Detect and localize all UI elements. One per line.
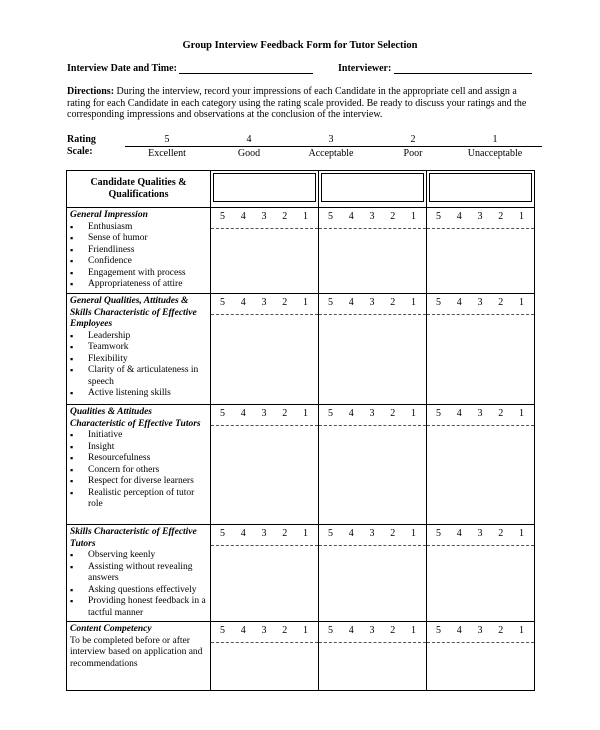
candidate-3-header[interactable]	[427, 171, 535, 208]
criteria-item: ▪ Realistic perception of tutor role	[70, 488, 207, 511]
score-option-2[interactable]: 2	[390, 408, 396, 419]
table-header-row	[67, 171, 535, 208]
section-title: Content Competency	[70, 624, 152, 634]
score-option-3[interactable]: 3	[369, 625, 375, 636]
score-options	[211, 622, 318, 638]
score-option-5[interactable]: 5	[328, 528, 333, 539]
score-option-2[interactable]: 2	[390, 297, 396, 308]
criteria-item: ▪ Insight	[70, 442, 207, 454]
score-options	[427, 525, 534, 541]
candidate-1-header[interactable]	[211, 171, 319, 208]
score-option-2[interactable]: 2	[282, 408, 288, 419]
score-option-5[interactable]: 5	[436, 528, 441, 539]
section-title: General Qualities, Attitudes & Skills Characteristic of Effective Employees	[70, 296, 197, 329]
rating-value-4: 4	[246, 134, 252, 145]
criteria-item: ▪ Clarity of & articulateness in speech	[70, 365, 207, 388]
criteria-cell	[67, 525, 211, 622]
score-option-3[interactable]: 3	[477, 625, 483, 636]
score-options	[427, 622, 534, 638]
criteria-item: ▪ Providing honest feedback in a tactful manner	[70, 596, 207, 619]
score-options	[319, 622, 426, 638]
score-option-4[interactable]: 4	[348, 297, 354, 308]
score-option-2[interactable]: 2	[498, 528, 504, 539]
score-option-2[interactable]: 2	[498, 408, 504, 419]
criteria-item: ▪ Resourcefulness	[70, 453, 207, 465]
score-option-1[interactable]: 1	[303, 297, 308, 308]
criteria-header-line2: Qualifications	[108, 189, 169, 200]
score-option-1[interactable]: 1	[411, 211, 416, 222]
rating-label-4: Good	[237, 148, 261, 159]
criteria-list	[70, 331, 207, 400]
candidate-3-notes-cell[interactable]	[427, 622, 535, 691]
criteria-item: ▪ Sense of humor	[70, 233, 207, 245]
directions-text: During the interview, record your impressions of each Candidate in the appropriate cell and assign a rating for each Candidate in each category using the rating scale provided. Be ready to discuss your ratings and the corresponding impressions and observations at the conclusion of the interview.	[67, 86, 527, 120]
dashed-divider	[211, 545, 318, 546]
score-option-3[interactable]: 3	[261, 528, 267, 539]
score-option-2[interactable]: 2	[390, 211, 396, 222]
interviewer-blank[interactable]	[394, 63, 532, 74]
score-option-1[interactable]: 1	[303, 625, 308, 636]
criteria-item: ▪ Respect for diverse learners	[70, 476, 207, 488]
candidate-2-notes-cell[interactable]	[319, 405, 427, 525]
score-options	[427, 405, 534, 421]
score-option-5[interactable]: 5	[436, 211, 441, 222]
score-option-2[interactable]: 2	[498, 297, 504, 308]
score-option-4[interactable]: 4	[348, 625, 354, 636]
score-option-1[interactable]: 1	[303, 408, 308, 419]
candidate-1-notes-cell[interactable]	[211, 405, 319, 525]
score-option-5[interactable]: 5	[328, 625, 333, 636]
score-option-3[interactable]: 3	[369, 297, 375, 308]
score-option-5[interactable]: 5	[220, 625, 225, 636]
score-option-3[interactable]: 3	[261, 297, 267, 308]
interview-date-field[interactable]	[67, 63, 313, 74]
candidate-1-notes-cell[interactable]	[211, 525, 319, 622]
score-options	[319, 405, 426, 421]
score-option-2[interactable]: 2	[282, 297, 288, 308]
dashed-divider	[427, 228, 534, 229]
score-option-1[interactable]: 1	[519, 211, 524, 222]
score-option-4[interactable]: 4	[240, 297, 246, 308]
score-options	[427, 294, 534, 310]
score-option-5[interactable]: 5	[328, 408, 333, 419]
section-description: To be completed before or after interview based on application and recommendations	[70, 635, 203, 669]
score-options	[319, 208, 426, 224]
dashed-divider	[211, 314, 318, 315]
score-option-5[interactable]: 5	[328, 297, 333, 308]
criteria-item: ▪ Engagement with process	[70, 268, 207, 280]
score-option-4[interactable]: 4	[240, 625, 246, 636]
score-option-1[interactable]: 1	[303, 211, 308, 222]
dashed-divider	[427, 642, 534, 643]
interviewer-field[interactable]	[338, 63, 532, 74]
interview-date-blank[interactable]	[179, 63, 313, 74]
score-option-1[interactable]: 1	[411, 625, 416, 636]
score-option-2[interactable]: 2	[282, 528, 288, 539]
candidate-2-notes-cell[interactable]	[319, 294, 427, 405]
evaluation-table	[66, 170, 535, 691]
criteria-header-line1: Candidate Qualities &	[90, 177, 187, 188]
criteria-list	[70, 430, 207, 511]
score-options	[211, 525, 318, 541]
rating-label-2: Poor	[403, 148, 423, 159]
section-title: Qualities & Attitudes Characteristic of Effective Tutors	[70, 407, 201, 429]
score-option-4[interactable]: 4	[456, 528, 462, 539]
criteria-cell	[67, 294, 211, 405]
section-title: Skills Characteristic of Effective Tutors	[70, 527, 197, 549]
rating-label-1: Unacceptable	[467, 148, 523, 159]
candidate-2-notes-cell[interactable]	[319, 208, 427, 294]
score-option-1[interactable]: 1	[519, 297, 524, 308]
candidate-3-notes-cell[interactable]	[427, 405, 535, 525]
score-option-5[interactable]: 5	[436, 297, 441, 308]
score-option-3[interactable]: 3	[261, 625, 267, 636]
criteria-header	[67, 171, 211, 208]
candidate-3-notes-cell[interactable]	[427, 525, 535, 622]
criteria-cell	[67, 405, 211, 525]
candidate-1-notes-cell[interactable]	[211, 622, 319, 691]
score-option-3[interactable]: 3	[261, 408, 267, 419]
score-option-5[interactable]: 5	[328, 211, 333, 222]
score-option-2[interactable]: 2	[282, 211, 288, 222]
score-option-4[interactable]: 4	[456, 297, 462, 308]
rating-value-5: 5	[164, 134, 170, 145]
dashed-divider	[211, 642, 318, 643]
score-options	[211, 294, 318, 310]
dashed-divider	[319, 228, 426, 229]
criteria-cell	[67, 208, 211, 294]
directions	[67, 86, 542, 121]
score-option-3[interactable]: 3	[369, 211, 375, 222]
score-option-5[interactable]: 5	[220, 211, 225, 222]
criteria-item: ▪ Leadership	[70, 331, 207, 343]
score-option-5[interactable]: 5	[436, 408, 441, 419]
score-option-4[interactable]: 4	[348, 528, 354, 539]
score-option-2[interactable]: 2	[390, 528, 396, 539]
score-option-1[interactable]: 1	[303, 528, 308, 539]
candidate-2-notes-cell[interactable]	[319, 525, 427, 622]
score-option-3[interactable]: 3	[477, 211, 483, 222]
criteria-item: ▪ Assisting without revealing answers	[70, 562, 207, 585]
criteria-list	[70, 222, 207, 291]
criteria-item: ▪ Flexibility	[70, 354, 207, 366]
candidate-3-notes-cell[interactable]	[427, 294, 535, 405]
directions-label: Directions:	[67, 86, 115, 97]
criteria-item: ▪ Confidence	[70, 256, 207, 268]
criteria-section-row	[67, 405, 535, 525]
criteria-item: ▪ Observing keenly	[70, 550, 207, 562]
candidate-2-header[interactable]	[319, 171, 427, 208]
score-option-4[interactable]: 4	[348, 211, 354, 222]
score-option-4[interactable]: 4	[456, 625, 462, 636]
section-title: General Impression	[70, 210, 148, 220]
criteria-item: ▪ Concern for others	[70, 465, 207, 477]
score-option-4[interactable]: 4	[240, 211, 246, 222]
dashed-divider	[211, 228, 318, 229]
score-option-1[interactable]: 1	[519, 528, 524, 539]
score-option-2[interactable]: 2	[390, 625, 396, 636]
criteria-item: ▪ Active listening skills	[70, 388, 207, 400]
rating-scale-line	[125, 146, 542, 147]
score-option-3[interactable]: 3	[477, 297, 483, 308]
score-option-1[interactable]: 1	[519, 408, 524, 419]
criteria-item: ▪ Initiative	[70, 430, 207, 442]
score-option-3[interactable]: 3	[477, 408, 483, 419]
candidate-3-notes-cell[interactable]	[427, 208, 535, 294]
criteria-item: ▪ Enthusiasm	[70, 222, 207, 234]
rating-label-line2: Scale:	[67, 146, 93, 157]
dashed-divider	[211, 425, 318, 426]
rating-scale-label	[67, 134, 96, 158]
score-option-1[interactable]: 1	[411, 408, 416, 419]
criteria-section-row	[67, 525, 535, 622]
score-option-4[interactable]: 4	[348, 408, 354, 419]
score-option-5[interactable]: 5	[220, 408, 225, 419]
score-options	[211, 208, 318, 224]
criteria-cell	[67, 622, 211, 691]
candidate-1-notes-cell[interactable]	[211, 208, 319, 294]
score-option-3[interactable]: 3	[369, 408, 375, 419]
criteria-section-row	[67, 294, 535, 405]
rating-value-2: 2	[410, 134, 416, 145]
form-title: Group Interview Feedback Form for Tutor Selection	[182, 40, 418, 51]
score-option-3[interactable]: 3	[261, 211, 267, 222]
score-option-1[interactable]: 1	[519, 625, 524, 636]
score-options	[211, 405, 318, 421]
score-option-5[interactable]: 5	[436, 625, 441, 636]
score-option-1[interactable]: 1	[411, 528, 416, 539]
dashed-divider	[319, 545, 426, 546]
rating-label-5: Excellent	[148, 148, 186, 159]
score-option-4[interactable]: 4	[240, 528, 246, 539]
score-option-4[interactable]: 4	[240, 408, 246, 419]
dashed-divider	[319, 642, 426, 643]
criteria-section-row	[67, 622, 535, 691]
score-option-4[interactable]: 4	[456, 211, 462, 222]
rating-label-3: Acceptable	[308, 148, 354, 159]
criteria-item: ▪ Friendliness	[70, 245, 207, 257]
score-option-1[interactable]: 1	[411, 297, 416, 308]
rating-value-1: 1	[492, 134, 498, 145]
score-option-5[interactable]: 5	[220, 528, 225, 539]
score-option-2[interactable]: 2	[498, 211, 504, 222]
score-option-2[interactable]: 2	[498, 625, 504, 636]
score-option-3[interactable]: 3	[477, 528, 483, 539]
dashed-divider	[427, 545, 534, 546]
criteria-item: ▪ Appropriateness of attire	[70, 279, 207, 291]
criteria-section-row	[67, 208, 535, 294]
candidate-2-notes-cell[interactable]	[319, 622, 427, 691]
interview-date-label: Interview Date and Time:	[67, 63, 177, 74]
dashed-divider	[427, 314, 534, 315]
score-option-2[interactable]: 2	[282, 625, 288, 636]
criteria-item: ▪ Asking questions effectively	[70, 585, 207, 597]
score-option-4[interactable]: 4	[456, 408, 462, 419]
score-options	[427, 208, 534, 224]
dashed-divider	[319, 425, 426, 426]
criteria-list	[70, 550, 207, 619]
rating-scale	[67, 134, 542, 164]
score-options	[319, 525, 426, 541]
score-option-5[interactable]: 5	[220, 297, 225, 308]
criteria-item: ▪ Teamwork	[70, 342, 207, 354]
dashed-divider	[427, 425, 534, 426]
rating-label-line1: Rating	[67, 134, 96, 145]
score-options	[319, 294, 426, 310]
dashed-divider	[319, 314, 426, 315]
interviewer-label: Interviewer:	[338, 63, 392, 74]
rating-value-3: 3	[328, 134, 334, 145]
score-option-3[interactable]: 3	[369, 528, 375, 539]
candidate-1-notes-cell[interactable]	[211, 294, 319, 405]
